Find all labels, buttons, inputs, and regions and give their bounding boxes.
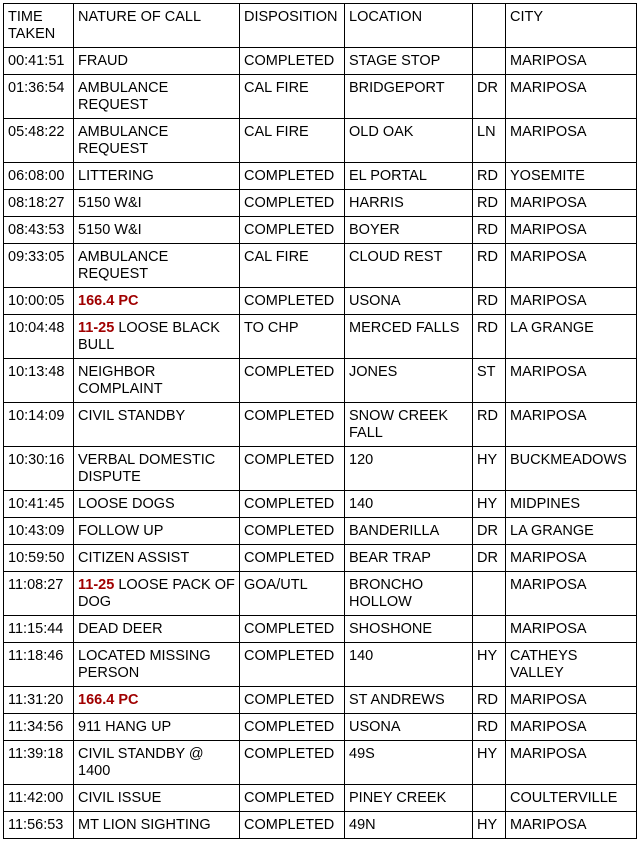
city-cell: MARIPOSA [506, 75, 637, 119]
disposition-cell: COMPLETED [240, 812, 345, 839]
table-row [4, 785, 637, 812]
nature-text: 5150 W&I [78, 222, 142, 238]
suffix-cell: HY [473, 812, 506, 839]
nature-text: CIVIL ISSUE [78, 790, 162, 806]
time-cell: 11:08:27 [4, 572, 74, 616]
disposition-cell: COMPLETED [240, 359, 345, 403]
nature-text: VERBAL DOMESTIC DISPUTE [78, 452, 216, 485]
disposition-cell: COMPLETED [240, 190, 345, 217]
table-row [4, 403, 637, 447]
suffix-cell: RD [473, 288, 506, 315]
city-cell: MARIPOSA [506, 217, 637, 244]
nature-text: 911 HANG UP [78, 719, 172, 735]
nature-text: DEAD DEER [78, 621, 163, 637]
suffix-cell: ST [473, 359, 506, 403]
nature-text: AMBULANCE REQUEST [78, 124, 169, 157]
table-row [4, 518, 637, 545]
disposition-cell: COMPLETED [240, 741, 345, 785]
nature-cell [74, 244, 240, 288]
time-cell: 11:15:44 [4, 616, 74, 643]
city-cell: MARIPOSA [506, 244, 637, 288]
nature-cell [74, 812, 240, 839]
nature-cell [74, 288, 240, 315]
location-cell: USONA [345, 714, 473, 741]
nature-cell [74, 687, 240, 714]
suffix-cell: DR [473, 545, 506, 572]
disposition-cell: CAL FIRE [240, 244, 345, 288]
table-row [4, 163, 637, 190]
city-cell: MARIPOSA [506, 616, 637, 643]
nature-text: FRAUD [78, 53, 128, 69]
city-cell: YOSEMITE [506, 163, 637, 190]
suffix-cell: HY [473, 741, 506, 785]
disposition-cell: COMPLETED [240, 491, 345, 518]
time-cell: 11:31:20 [4, 687, 74, 714]
nature-text: LOCATED MISSING PERSON [78, 648, 211, 681]
table-row [4, 315, 637, 359]
suffix-cell: RD [473, 714, 506, 741]
table-row [4, 359, 637, 403]
nature-text: LITTERING [78, 168, 154, 184]
nature-text: FOLLOW UP [78, 523, 164, 539]
location-cell: USONA [345, 288, 473, 315]
nature-cell [74, 616, 240, 643]
suffix-cell: RD [473, 403, 506, 447]
table-row [4, 616, 637, 643]
table-row [4, 288, 637, 315]
time-cell: 11:18:46 [4, 643, 74, 687]
nature-cell [74, 741, 240, 785]
suffix-cell [473, 785, 506, 812]
disposition-cell: COMPLETED [240, 785, 345, 812]
table-row [4, 714, 637, 741]
city-cell: MARIPOSA [506, 741, 637, 785]
disposition-cell: GOA/UTL [240, 572, 345, 616]
time-cell: 10:13:48 [4, 359, 74, 403]
disposition-cell: CAL FIRE [240, 75, 345, 119]
location-cell: 140 [345, 491, 473, 518]
time-cell: 06:08:00 [4, 163, 74, 190]
nature-text: CITIZEN ASSIST [78, 550, 190, 566]
location-cell: BANDERILLA [345, 518, 473, 545]
disposition-cell: COMPLETED [240, 447, 345, 491]
table-row [4, 545, 637, 572]
header-row [4, 4, 637, 48]
city-cell: MARIPOSA [506, 572, 637, 616]
city-cell: MARIPOSA [506, 545, 637, 572]
location-cell: SNOW CREEK FALL [345, 403, 473, 447]
nature-text: 5150 W&I [78, 195, 142, 211]
nature-cell [74, 785, 240, 812]
location-cell: 49N [345, 812, 473, 839]
suffix-cell: RD [473, 687, 506, 714]
call-code: 166.4 PC [78, 293, 139, 309]
nature-text: NEIGHBOR COMPLAINT [78, 364, 163, 397]
location-cell: BEAR TRAP [345, 545, 473, 572]
disposition-cell: COMPLETED [240, 616, 345, 643]
table-row [4, 643, 637, 687]
suffix-cell: DR [473, 518, 506, 545]
table-row [4, 812, 637, 839]
time-cell: 10:43:09 [4, 518, 74, 545]
location-cell: CLOUD REST [345, 244, 473, 288]
disposition-cell: COMPLETED [240, 48, 345, 75]
time-cell: 09:33:05 [4, 244, 74, 288]
nature-cell [74, 217, 240, 244]
suffix-cell: LN [473, 119, 506, 163]
disposition-cell: COMPLETED [240, 714, 345, 741]
location-cell: MERCED FALLS [345, 315, 473, 359]
city-cell: CATHEYS VALLEY [506, 643, 637, 687]
location-cell: PINEY CREEK [345, 785, 473, 812]
header-time-taken: TIME TAKEN [4, 4, 74, 48]
city-cell: COULTERVILLE [506, 785, 637, 812]
time-cell: 08:43:53 [4, 217, 74, 244]
location-cell: 140 [345, 643, 473, 687]
suffix-cell: DR [473, 75, 506, 119]
time-cell: 00:41:51 [4, 48, 74, 75]
table-row [4, 491, 637, 518]
nature-cell [74, 572, 240, 616]
suffix-cell: RD [473, 190, 506, 217]
city-cell: MARIPOSA [506, 119, 637, 163]
time-cell: 10:04:48 [4, 315, 74, 359]
nature-cell [74, 315, 240, 359]
suffix-cell: RD [473, 315, 506, 359]
disposition-cell: COMPLETED [240, 403, 345, 447]
suffix-cell: RD [473, 244, 506, 288]
location-cell: STAGE STOP [345, 48, 473, 75]
city-cell: LA GRANGE [506, 315, 637, 359]
call-log-table [3, 3, 637, 839]
city-cell: LA GRANGE [506, 518, 637, 545]
table-row [4, 75, 637, 119]
location-cell: 49S [345, 741, 473, 785]
location-cell: BRONCHO HOLLOW [345, 572, 473, 616]
time-cell: 10:30:16 [4, 447, 74, 491]
nature-cell [74, 190, 240, 217]
header-suffix [473, 4, 506, 48]
time-cell: 01:36:54 [4, 75, 74, 119]
nature-cell [74, 359, 240, 403]
nature-cell [74, 403, 240, 447]
city-cell: MARIPOSA [506, 812, 637, 839]
disposition-cell: COMPLETED [240, 518, 345, 545]
time-cell: 11:39:18 [4, 741, 74, 785]
time-cell: 08:18:27 [4, 190, 74, 217]
nature-text: AMBULANCE REQUEST [78, 249, 169, 282]
table-row [4, 217, 637, 244]
nature-text: MT LION SIGHTING [78, 817, 211, 833]
nature-cell [74, 119, 240, 163]
nature-cell [74, 491, 240, 518]
city-cell: BUCKMEADOWS [506, 447, 637, 491]
time-cell: 11:56:53 [4, 812, 74, 839]
location-cell: SHOSHONE [345, 616, 473, 643]
call-code: 166.4 PC [78, 692, 139, 708]
time-cell: 05:48:22 [4, 119, 74, 163]
nature-text: LOOSE BLACK BULL [78, 320, 220, 353]
location-cell: HARRIS [345, 190, 473, 217]
header-location: LOCATION [345, 4, 473, 48]
disposition-cell: COMPLETED [240, 288, 345, 315]
nature-cell [74, 163, 240, 190]
suffix-cell: HY [473, 491, 506, 518]
disposition-cell: COMPLETED [240, 643, 345, 687]
table-row [4, 190, 637, 217]
header-city: CITY [506, 4, 637, 48]
table-row [4, 244, 637, 288]
nature-cell [74, 714, 240, 741]
nature-cell [74, 75, 240, 119]
city-cell: MARIPOSA [506, 48, 637, 75]
location-cell: 120 [345, 447, 473, 491]
location-cell: ST ANDREWS [345, 687, 473, 714]
time-cell: 10:59:50 [4, 545, 74, 572]
city-cell: MARIPOSA [506, 714, 637, 741]
call-code: 11-25 [78, 577, 115, 593]
nature-text: CIVIL STANDBY [78, 408, 186, 424]
header-nature-of-call: NATURE OF CALL [74, 4, 240, 48]
nature-cell [74, 643, 240, 687]
city-cell: MARIPOSA [506, 687, 637, 714]
time-cell: 11:42:00 [4, 785, 74, 812]
nature-cell [74, 518, 240, 545]
city-cell: MIDPINES [506, 491, 637, 518]
suffix-cell: RD [473, 217, 506, 244]
location-cell: JONES [345, 359, 473, 403]
location-cell: BOYER [345, 217, 473, 244]
location-cell: EL PORTAL [345, 163, 473, 190]
city-cell: MARIPOSA [506, 288, 637, 315]
nature-text: LOOSE PACK OF DOG [78, 577, 235, 610]
time-cell: 10:14:09 [4, 403, 74, 447]
city-cell: MARIPOSA [506, 190, 637, 217]
disposition-cell: COMPLETED [240, 163, 345, 190]
city-cell: MARIPOSA [506, 359, 637, 403]
suffix-cell [473, 572, 506, 616]
suffix-cell: HY [473, 447, 506, 491]
table-row [4, 741, 637, 785]
header-disposition: DISPOSITION [240, 4, 345, 48]
table-row [4, 447, 637, 491]
table-row [4, 687, 637, 714]
disposition-cell: COMPLETED [240, 687, 345, 714]
nature-text: LOOSE DOGS [78, 496, 175, 512]
nature-text: CIVIL STANDBY @ 1400 [78, 746, 204, 779]
time-cell: 11:34:56 [4, 714, 74, 741]
suffix-cell [473, 48, 506, 75]
disposition-cell: COMPLETED [240, 545, 345, 572]
table-row [4, 119, 637, 163]
nature-text: AMBULANCE REQUEST [78, 80, 169, 113]
location-cell: OLD OAK [345, 119, 473, 163]
table-row [4, 48, 637, 75]
time-cell: 10:00:05 [4, 288, 74, 315]
disposition-cell: TO CHP [240, 315, 345, 359]
nature-cell [74, 48, 240, 75]
suffix-cell [473, 616, 506, 643]
disposition-cell: COMPLETED [240, 217, 345, 244]
table-row [4, 572, 637, 616]
nature-cell [74, 447, 240, 491]
location-cell: BRIDGEPORT [345, 75, 473, 119]
suffix-cell: RD [473, 163, 506, 190]
city-cell: MARIPOSA [506, 403, 637, 447]
call-code: 11-25 [78, 320, 115, 336]
suffix-cell: HY [473, 643, 506, 687]
time-cell: 10:41:45 [4, 491, 74, 518]
nature-cell [74, 545, 240, 572]
disposition-cell: CAL FIRE [240, 119, 345, 163]
